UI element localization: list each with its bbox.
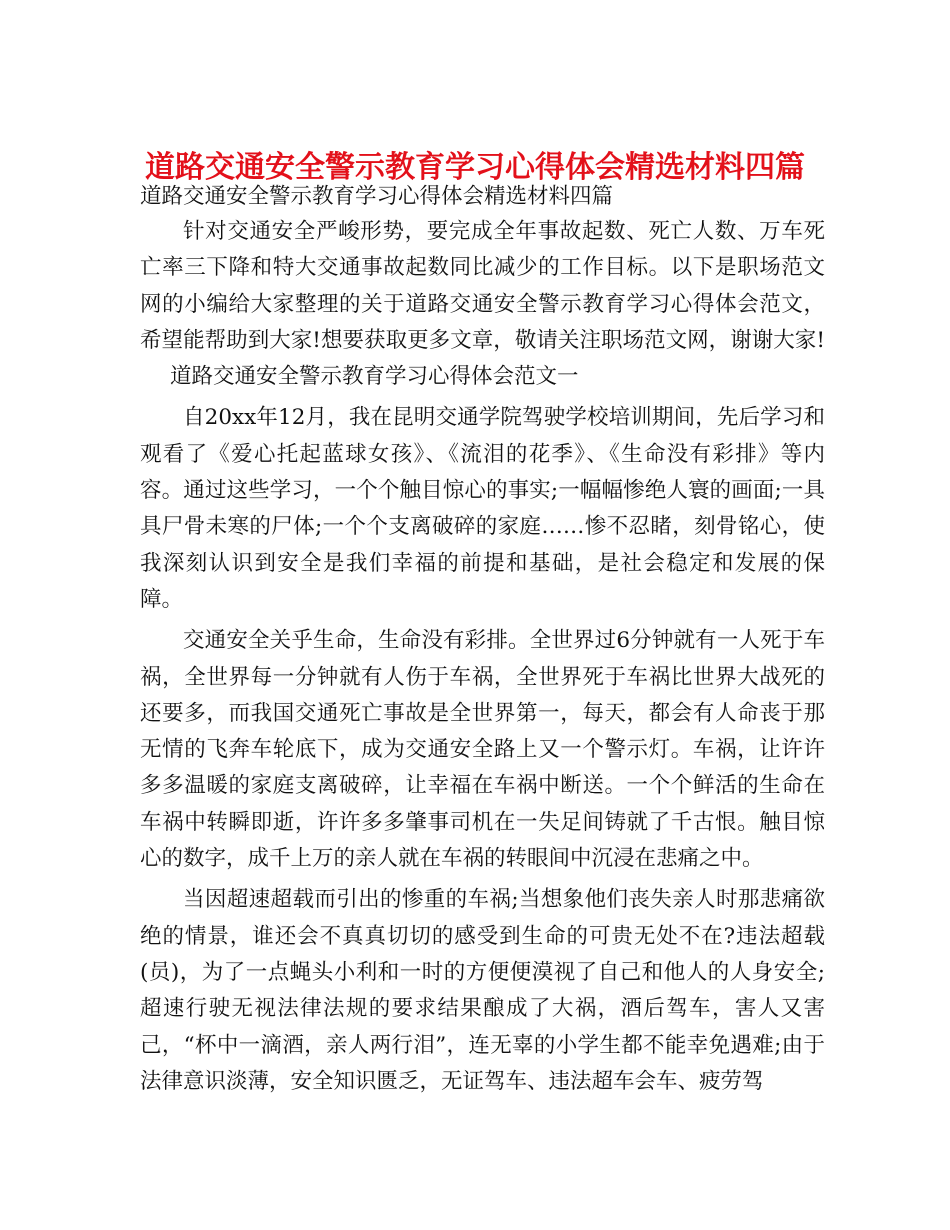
body-paragraph-1: 自20xx年12月，我在昆明交通学院驾驶学校培训期间，先后学习和观看了《爱心托起蓝球女孩》、《流泪的花季》、《生命没有彩排》等内容。通过这些学习，一个个触目惊心的事实;一幅幅惨绝人寰的画面;一具具尸骨未寒的尸体;一个个支离破碎的家庭……惨不忍睹，刻骨铭心，使我深刻认识到安全是我们幸福的前提和基础，是社会稳定和发展的保障。 (140, 405, 825, 612)
intro-paragraph (140, 214, 825, 395)
body-paragraph-2: 交通安全关乎生命，生命没有彩排。全世界过6分钟就有一人死于车祸，全世界每一分钟就有人伤于车祸，全世界死于车祸比世界大战死的还要多，而我国交通死亡事故是全世界第一，每天，都会有人命丧于那无情的飞奔车轮底下，成为交通安全路上又一个警示灯。车祸，让许许多多温暖的家庭支离破碎，让幸福在车祸中断送。一个个鲜活的生命在车祸中转瞬即逝，许许多多肇事司机在一失足间铸就了千古恨。触目惊心的数字，成千上万的亲人就在车祸的转眼间中沉浸在悲痛之中。 (140, 628, 825, 872)
section-heading: 道路交通安全警示教育学习心得体会范文一 (170, 364, 579, 390)
intro-paragraph-text: 针对交通安全严峻形势，要完成全年事故起数、死亡人数、万车死亡率三下降和特大交通事故起数同比减少的工作目标。以下是职场范文网的小编给大家整理的关于道路交通安全警示教育学习心得体会范文，希望能帮助到大家!想要获取更多文章，敬请关注职场范文网，谢谢大家! (140, 219, 825, 353)
document-subtitle: 道路交通安全警示教育学习心得体会精选材料四篇 (140, 184, 614, 209)
body-paragraph-3: 当因超速超载而引出的惨重的车祸;当想象他们丧失亲人时那悲痛欲绝的情景，谁还会不真真切切的感受到生命的可贵无处不在?违法超载(员)，为了一点蝇头小利和一时的方便便漠视了自己和他人的人身安全;超速行驶无视法律法规的要求结果酿成了大祸，酒后驾车，害人又害己，“杯中一滴酒，亲人两行泪”，连无辜的小学生都不能幸免遇难;由于法律意识淡薄，安全知识匮乏，无证驾车、违法超车会车、疲劳驾 (140, 887, 825, 1094)
document-title: 道路交通安全警示教育学习心得体会精选材料四篇 (145, 150, 805, 186)
document-body (140, 179, 825, 1100)
